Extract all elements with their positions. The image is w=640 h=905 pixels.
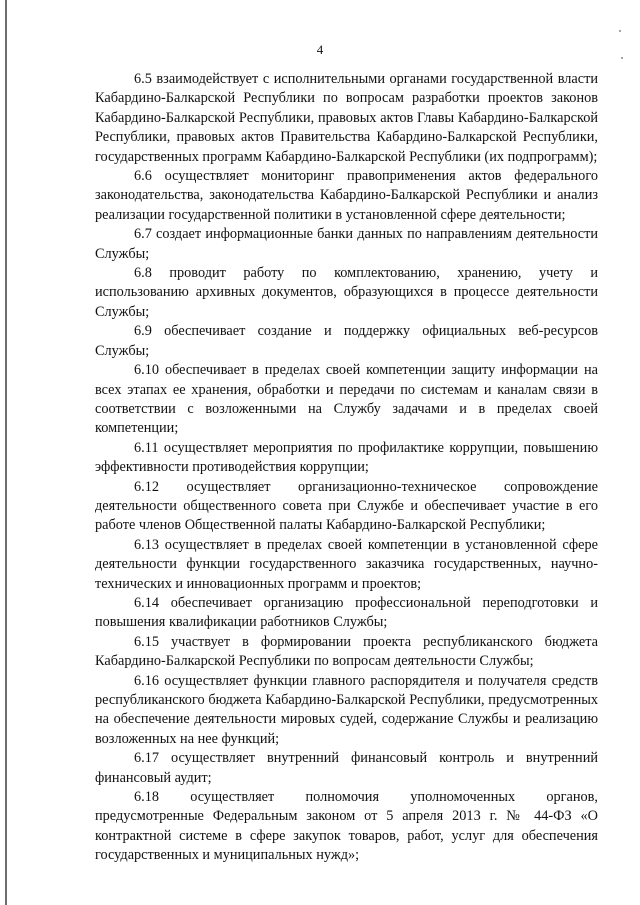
paragraph-6-14: 6.14 обеспечивает организацию профессиональной переподготовки и повышения квалификации работников Службы; <box>95 594 598 631</box>
paragraph-6-17: 6.17 осуществляет внутренний финансовый контроль и внутренний финансовый аудит; <box>95 750 598 786</box>
scan-mark <box>619 30 621 32</box>
paragraph-6-18: 6.18 осуществляет полномочия уполномоченных органов, предусмотренные Федеральным законом от 5 апреля 2013 г. № 44-ФЗ «О контрактной системе в сфере закупок товаров, работ, услуг для обеспечения государственных и муниципальных нужд»; <box>95 789 598 864</box>
scan-edge-line <box>5 0 7 905</box>
paragraph-6-5: 6.5 взаимодействует с исполнительными органами государственной власти Кабардино-Балкарской Республики по вопросам разработки проектов законов Кабардино-Балкарской Республики, правовых актов Главы Кабардино-Балкарской Республики, правовых актов Правительства Кабардино-Балкарской Республики, государственных программ Кабардино-Балкарской Республики (их подпрограмм); <box>95 71 598 165</box>
paragraph-6-12: 6.12 осуществляет организационно-техническое сопровождение деятельности общественного совета при Службе и обеспечивает участие в его работе членов Общественной палаты Кабардино-Балкарской Республики; <box>95 478 598 534</box>
paragraph-6-11: 6.11 осуществляет мероприятия по профилактике коррупции, повышению эффективности противодействия коррупции; <box>95 439 598 476</box>
paragraph-6-16: 6.16 осуществляет функции главного распорядителя и получателя средств республиканского бюджета Кабардино-Балкарской Республики, предусмотренных на обеспечение деятельности мировых судей, содержание Службы и реализацию возложенных на нее функций; <box>95 672 598 747</box>
document-body <box>95 70 598 866</box>
paragraph-6-9: 6.9 обеспечивает создание и поддержку официальных веб-ресурсов Службы; <box>95 323 598 359</box>
paragraph-6-13: 6.13 осуществляет в пределах своей компетенции в установленной сфере деятельности функции государственного заказчика государственных, научно-технических и инновационных программ и проектов; <box>95 536 598 592</box>
paragraph-6-7: 6.7 создает информационные банки данных по направлениям деятельности Службы; <box>95 226 598 262</box>
paragraph-6-10: 6.10 обеспечивает в пределах своей компетенции защиту информации на всех этапах ее хранения, обработки и передачи по системам и каналам связи в соответствии с возложенными на Службу задачами и в пределах своей компетенции; <box>95 362 598 437</box>
page-number: 4 <box>316 42 324 57</box>
paragraph-6-15: 6.15 участвует в формировании проекта республиканского бюджета Кабардино-Балкарской Республики по вопросам деятельности Службы; <box>95 633 598 670</box>
paragraph-6-8: 6.8 проводит работу по комплектованию, хранению, учету и использованию архивных документов, образующихся в процессе деятельности Службы; <box>95 265 598 320</box>
paragraph-6-6: 6.6 осуществляет мониторинг правоприменения актов федерального законодательства, законодательства Кабардино-Балкарской Республики и анализ реализации государственной политики в установленной сфере деятельности; <box>95 168 598 223</box>
